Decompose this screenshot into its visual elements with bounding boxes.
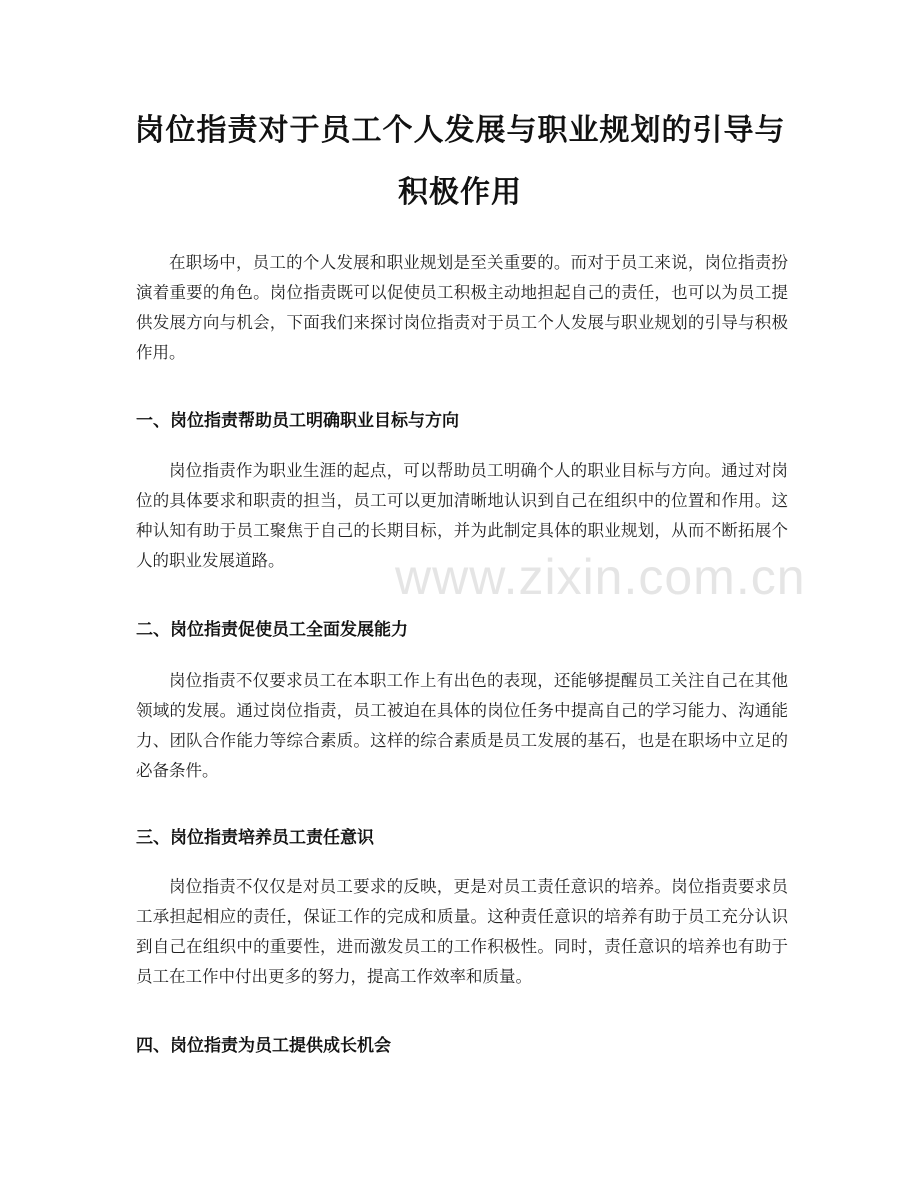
section-1-body: 岗位指责作为职业生涯的起点，可以帮助员工明确个人的职业目标与方向。通过对岗位的具体要求和职责的担当，员工可以更加清晰地认识到自己在组织中的位置和作用。这种认知有助于员工聚焦于自己的长期目标，并为此制定具体的职业规划，从而不断拓展个人的职业发展道路。 xyxy=(136,461,788,570)
section-4-heading: 四、岗位指责为员工提供成长机会 xyxy=(136,1036,391,1056)
section-2-body: 岗位指责不仅要求员工在本职工作上有出色的表现，还能够提醒员工关注自己在其他领域的发展。通过岗位指责，员工被迫在具体的岗位任务中提高自己的学习能力、沟通能力、团队合作能力等综合素质。这样的综合素质是员工发展的基石，也是在职场中立足的必备条件。 xyxy=(136,671,788,780)
section-2-heading: 二、岗位指责促使员工全面发展能力 xyxy=(136,620,408,640)
section-3-heading: 三、岗位指责培养员工责任意识 xyxy=(136,828,374,848)
section-3-body: 岗位指责不仅仅是对员工要求的反映，更是对员工责任意识的培养。岗位指责要求员工承担起相应的责任，保证工作的完成和质量。这种责任意识的培养有助于员工充分认识到自己在组织中的重要性，进而激发员工的工作积极性。同时，责任意识的培养也有助于员工在工作中付出更多的努力，提高工作效率和质量。 xyxy=(136,877,788,986)
watermark-text: www.zixin.com.cn xyxy=(395,549,806,605)
intro-paragraph: 在职场中，员工的个人发展和职业规划是至关重要的。而对于员工来说，岗位指责扮演着重要的角色。岗位指责既可以促使员工积极主动地担起自己的责任，也可以为员工提供发展方向与机会，下面我们来探讨岗位指责对于员工个人发展与职业规划的引导与积极作用。 xyxy=(136,253,788,362)
section-1-heading: 一、岗位指责帮助员工明确职业目标与方向 xyxy=(136,411,459,431)
document-title: 岗位指责对于员工个人发展与职业规划的引导与积极作用 xyxy=(134,113,786,210)
